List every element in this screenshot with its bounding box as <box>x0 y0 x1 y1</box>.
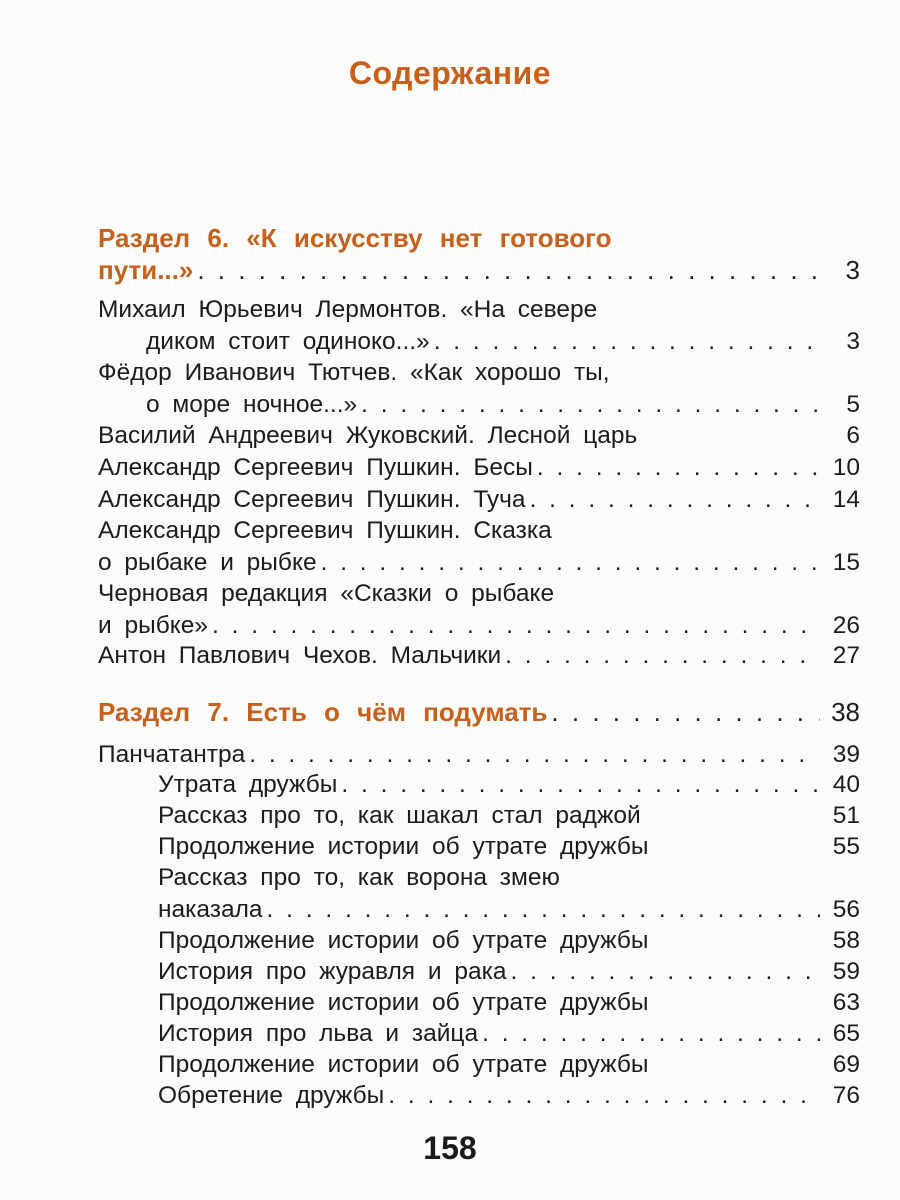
toc-section-6[interactable] <box>98 222 860 286</box>
toc-entry[interactable] <box>98 640 860 672</box>
leader-dots <box>341 769 820 801</box>
entry-title: Утрата дружбы <box>158 771 338 798</box>
entry-title-cont: о море ночное...» <box>146 391 358 418</box>
entry-title: Михаил Юрьевич Лермонтов. «На севере <box>98 296 598 323</box>
leader-dots <box>434 326 820 358</box>
entry-title: История про льва и зайца <box>158 1020 479 1047</box>
leader-dots <box>249 739 820 771</box>
leader-dots <box>267 894 820 926</box>
page-ref: 63 <box>832 989 860 1016</box>
entry-title: Панчатантра <box>98 741 246 768</box>
toc-section-7[interactable] <box>98 696 860 728</box>
toc-entry[interactable] <box>98 515 860 579</box>
page-title: Содержание <box>348 55 552 91</box>
toc-entry[interactable] <box>158 769 860 801</box>
toc-entry[interactable] <box>158 987 860 1019</box>
page-number: 158 <box>423 1130 477 1166</box>
page-ref: 3 <box>846 328 860 355</box>
toc-entry[interactable] <box>98 739 860 771</box>
entry-title: Продолжение истории об утрате дружбы <box>158 989 649 1016</box>
page-ref: 76 <box>832 1082 860 1109</box>
toc-entry[interactable] <box>158 1018 860 1050</box>
page-ref: 14 <box>832 486 860 513</box>
page-ref: 69 <box>832 1051 860 1078</box>
entry-title: Александр Сергеевич Пушкин. Бесы <box>98 454 533 481</box>
toc-entry[interactable] <box>98 484 860 516</box>
page-ref: 51 <box>832 802 860 829</box>
page-ref: 27 <box>832 642 860 669</box>
entry-title: Обретение дружбы <box>158 1082 385 1109</box>
page-ref: 56 <box>832 896 860 923</box>
page-ref: 5 <box>846 391 860 418</box>
entry-title-cont: о рыбаке и рыбке <box>98 549 317 576</box>
leader-dots <box>361 389 820 421</box>
entry-title: Василий Андреевич Жуковский. Лесной царь <box>98 422 638 449</box>
leader-dots <box>510 956 820 988</box>
entry-title-cont: и рыбке» <box>98 612 209 639</box>
entry-title: Продолжение истории об утрате дружбы <box>158 833 649 860</box>
toc-entry[interactable] <box>98 357 860 421</box>
leader-dots <box>321 547 820 579</box>
entry-title: Антон Павлович Чехов. Мальчики <box>98 642 502 669</box>
section-label: Раздел 6. «К искусству нет готового <box>98 223 612 253</box>
entry-title: Рассказ про то, как шакал стал раджой <box>158 802 641 829</box>
entry-title: Рассказ про то, как ворона змею <box>158 864 560 891</box>
page-ref: 26 <box>832 612 860 639</box>
page-ref: 59 <box>832 958 860 985</box>
page-ref: 38 <box>831 697 860 727</box>
page-ref: 10 <box>832 454 860 481</box>
toc-entry[interactable] <box>158 925 860 957</box>
toc-entry[interactable] <box>158 800 860 832</box>
toc-entry[interactable] <box>158 956 860 988</box>
page-ref: 40 <box>832 771 860 798</box>
entry-title: История про журавля и рака <box>158 958 507 985</box>
leader-dots <box>482 1018 820 1050</box>
toc-entry[interactable] <box>98 420 860 452</box>
leader-dots <box>530 484 820 516</box>
toc-entry[interactable] <box>158 862 860 926</box>
entry-title: Александр Сергеевич Пушкин. Сказка <box>98 517 552 544</box>
page-ref: 3 <box>845 255 860 285</box>
entry-title: Продолжение истории об утрате дружбы <box>158 927 649 954</box>
toc-entry[interactable] <box>98 452 860 484</box>
toc-entry[interactable] <box>158 1080 860 1112</box>
leader-dots <box>212 610 820 642</box>
leader-dots <box>537 452 820 484</box>
page-ref: 65 <box>832 1020 860 1047</box>
leader-dots <box>551 696 820 728</box>
toc-entry[interactable] <box>98 578 860 642</box>
leader-dots <box>505 640 820 672</box>
section-label-cont: пути...» <box>98 255 194 285</box>
leader-dots <box>197 254 820 286</box>
entry-title: Продолжение истории об утрате дружбы <box>158 1051 649 1078</box>
entry-title-cont: наказала <box>158 896 263 923</box>
toc-entry[interactable] <box>158 831 860 863</box>
entry-title-cont: диком стоит одиноко...» <box>146 328 430 355</box>
page-ref: 39 <box>832 741 860 768</box>
entry-title: Черновая редакция «Сказки о рыбаке <box>98 580 555 607</box>
page-ref: 15 <box>832 549 860 576</box>
entry-title: Фёдор Иванович Тютчев. «Как хорошо ты, <box>98 359 610 386</box>
entry-title: Александр Сергеевич Пушкин. Туча <box>98 486 526 513</box>
toc-entry[interactable] <box>98 294 860 358</box>
page-ref: 6 <box>846 422 860 449</box>
leader-dots <box>388 1080 820 1112</box>
page-ref: 58 <box>832 927 860 954</box>
section-label: Раздел 7. Есть о чём подумать <box>98 697 548 727</box>
page-ref: 55 <box>832 833 860 860</box>
toc-entry[interactable] <box>158 1049 860 1081</box>
